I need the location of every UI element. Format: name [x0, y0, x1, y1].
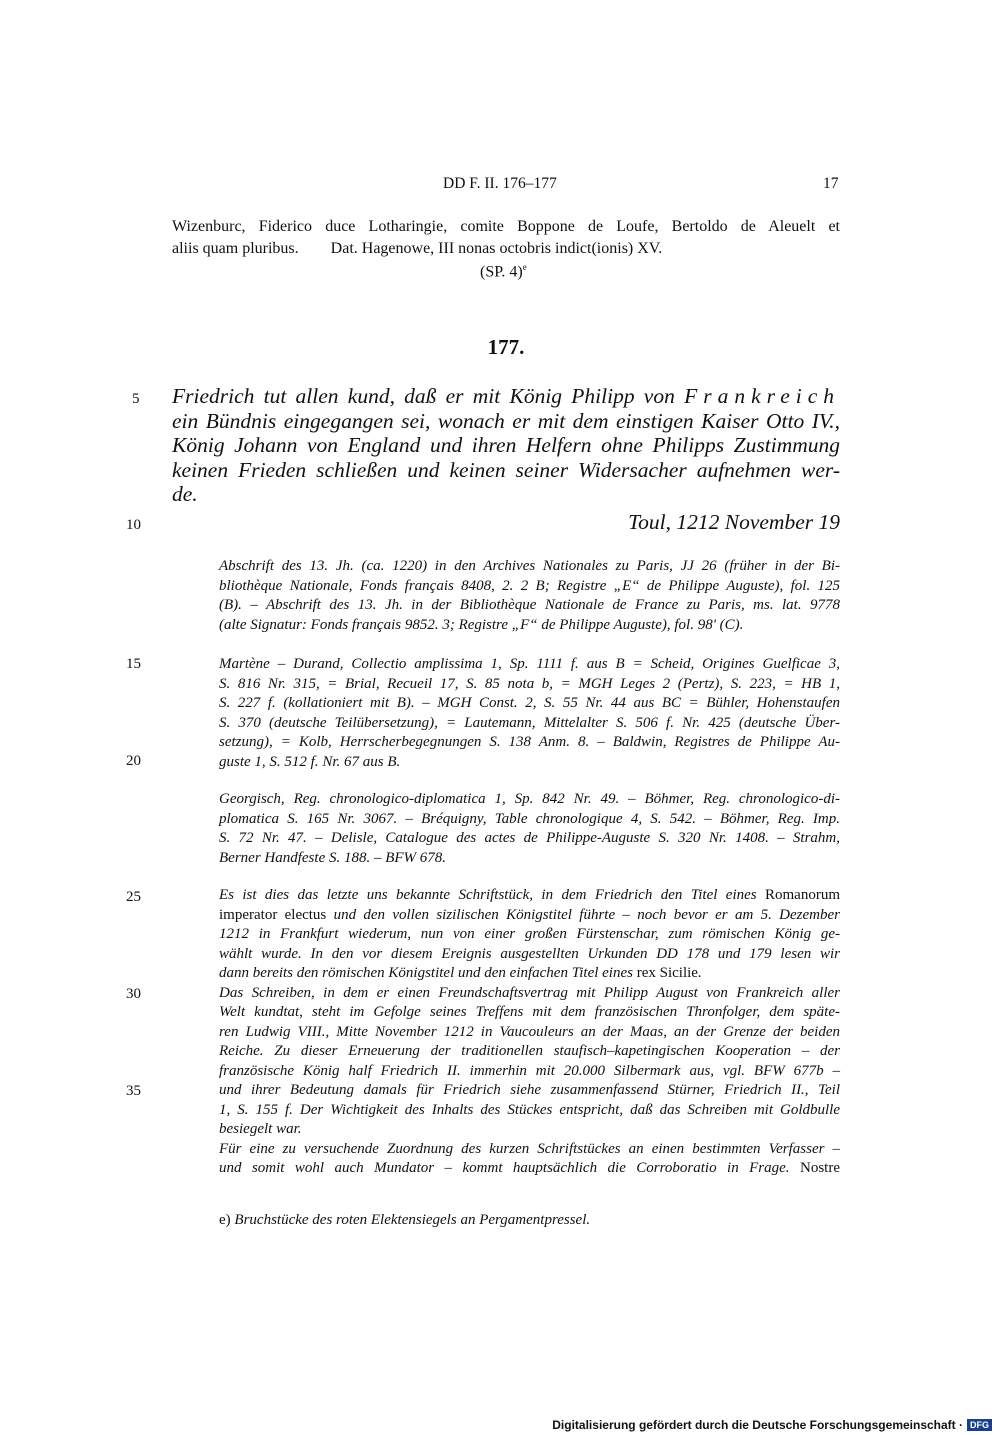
text-line: guste 1, S. 512 f. Nr. 67 aus B.: [219, 753, 401, 770]
text-line: Berner Handfeste S. 188. – BFW 678.: [219, 849, 447, 866]
text-line: und ihrer Bedeutung damals für Friedrich siehe zusammenfassend Stürner, Friedrich II., Teil: [219, 1082, 840, 1098]
text-line: Martène – Durand, Collectio amplissima 1, Sp. 1111 f. aus B = Scheid, Origines Guelficae 3,: [219, 656, 840, 672]
text-line: ren Ludwig VIII., Mitte November 1212 in Vaucouleurs an der Maas, an der Grenze der beiden: [219, 1023, 840, 1040]
text-line: [172, 384, 840, 409]
text-line: Reiche. Zu dieser Erneuerung der traditionellen staufisch–kapetingischen Kooperation – der: [219, 1043, 840, 1059]
regest-text: Friedrich tut allen kund, daß er mit König Philipp von: [172, 384, 685, 408]
line-number: 25: [126, 889, 141, 905]
document-number: 177.: [487, 335, 525, 359]
latin-term: imperator electus: [219, 906, 327, 923]
text-line: ein Bündnis eingegangen sei, wonach er mit dem einstigen Kaiser Otto IV.,: [172, 408, 840, 433]
text-line: französische König half Friedrich II. immerhin mit 20.000 Silbermark aus, vgl. BFW 677b –: [219, 1062, 840, 1079]
seal-reference: [480, 262, 527, 281]
line-number: 20: [126, 753, 141, 769]
regest: [172, 384, 840, 507]
text-line: [219, 964, 840, 984]
text-line: König Johann von England und ihren Helfern ohne Philipps Zustimmung: [172, 433, 840, 457]
commentary: [219, 886, 840, 1179]
commentary-text: und somit wohl auch Mundator – kommt hauptsächlich die Corroboratio in Frage.: [219, 1160, 800, 1176]
text-line: bliothèque Nationale, Fonds français 8408, 2. 2 B; Registre „E“ de Philippe Auguste), fol. 125: [219, 577, 840, 594]
tradition-paragraph: [219, 557, 840, 635]
footnote-mark: e): [219, 1212, 231, 1228]
funding-credit: [552, 1418, 992, 1432]
text-line: Georgisch, Reg. chronologico-diplomatica 1, Sp. 842 Nr. 49. – Böhmer, Reg. chronologico-di-: [219, 791, 840, 807]
regesta-paragraph: [219, 790, 840, 868]
text-line: [219, 906, 840, 926]
running-title: DD F. II. 176–177: [443, 175, 557, 192]
text-line: wählt wurde. In den vor diesem Ereignis ausgestellten Urkunden DD 178 und 179 lesen wir: [219, 945, 840, 962]
text-line: S. 370 (deutsche Teilübersetzung), = Lautemann, Mittelalter S. 506 f. Nr. 425 (deutsche Über-: [219, 714, 840, 731]
line-number: 15: [126, 656, 141, 672]
dfg-logo: DFG: [967, 1419, 992, 1431]
line-number: 35: [126, 1083, 141, 1099]
commentary-text: dann bereits den römischen Königstitel und den einfachen Titel eines: [219, 965, 637, 981]
text-line: plomatica S. 165 Nr. 3067. – Bréquigny, Table chronologique 4, S. 542. – Böhmer, Reg. Imp.: [219, 810, 840, 827]
line-number: 10: [126, 517, 141, 533]
text-line: [219, 886, 840, 906]
text-line: (alte Signatur: Fonds français 9852. 3; Registre „F“ de Philippe Auguste), fol. 98' (C).: [219, 616, 744, 633]
line-number: 5: [132, 391, 140, 407]
text-line: keinen Frieden schließen und keinen seiner Widersacher aufnehmen wer-: [172, 457, 840, 482]
text-line: Wizenburc, Fiderico duce Lotharingie, comite Boppone de Loufe, Bertoldo de Aleuelt et: [172, 218, 840, 235]
continuation-text: [172, 216, 840, 260]
text-line: aliis quam pluribus. Dat. Hagenowe, III nonas octobris indict(ionis) XV.: [172, 240, 663, 257]
text-line: 1, S. 155 f. Der Wichtigkeit des Inhalts des Stückes entspricht, daß das Schreiben mit Goldbulle: [219, 1101, 840, 1118]
text-line: (B). – Abschrift des 13. Jh. in der Bibliothèque Nationale de France zu Paris, ms. lat. 9778: [219, 597, 840, 613]
text-line: setzung), = Kolb, Herrscherbegegnungen S. 138 Anm. 8. – Baldwin, Registres de Philippe Au-: [219, 734, 840, 750]
text-line: Das Schreiben, in dem er einen Freundschaftsvertrag mit Philipp August von Frankreich aller: [219, 984, 840, 1001]
text-line: 1212 in Frankfurt wiederum, nun von einer großen Fürstenschar, zum römischen König ge-: [219, 926, 840, 942]
line-number: 30: [126, 986, 141, 1002]
footnote-text: Bruchstücke des roten Elektensiegels an Pergamentpressel.: [234, 1212, 591, 1228]
text-line: Abschrift des 13. Jh. (ca. 1220) in den Archives Nationales zu Paris, JJ 26 (früher in der Bi-: [219, 558, 840, 574]
text-line: [219, 1159, 840, 1179]
text-line: de.: [172, 482, 198, 506]
regest-spaced-name: Frankreich: [684, 384, 840, 408]
text-line: S. 72 Nr. 47. – Delisle, Catalogue des actes de Philippe-Auguste S. 320 Nr. 1408. – Strahm,: [219, 830, 840, 846]
commentary-text: .: [697, 965, 702, 981]
commentary-text: Es ist dies das letzte uns bekannte Schriftstück, in dem Friedrich den Titel eines: [219, 887, 765, 903]
text-line: Welt kundtat, steht im Gefolge seines Treffens mit dem französischen Thronfolger, dem späte-: [219, 1004, 840, 1020]
latin-term: Romanorum: [765, 887, 840, 903]
page-number: 17: [823, 175, 839, 192]
credit-text: Digitalisierung gefördert durch die Deutsche Forschungsgemeinschaft ·: [552, 1418, 963, 1432]
text-line: besiegelt war.: [219, 1121, 302, 1137]
text-line: S. 227 f. (kollationiert mit B). – MGH Const. 2, S. 55 Nr. 44 aus BC = Bühler, Hohenstaufen: [219, 695, 840, 711]
editions-paragraph: [219, 655, 840, 772]
latin-term: Nostre: [800, 1160, 840, 1176]
footnote-mark: e: [522, 262, 527, 272]
latin-term: rex Sicilie: [636, 965, 698, 981]
commentary-text: und den vollen sizilischen Königstitel führte – noch bevor er am 5. Dezember: [326, 906, 840, 923]
seal-text: (SP. 4): [480, 263, 523, 281]
text-line: Für eine zu versuchende Zuordnung des kurzen Schriftstückes an einen bestimmten Verfasser –: [219, 1140, 840, 1157]
footnote: [219, 1212, 590, 1229]
text-line: S. 816 Nr. 315, = Brial, Recueil 17, S. 85 nota b, = MGH Leges 2 (Pertz), S. 223, = HB 1,: [219, 675, 840, 692]
place-date: Toul, 1212 November 19: [628, 510, 840, 534]
